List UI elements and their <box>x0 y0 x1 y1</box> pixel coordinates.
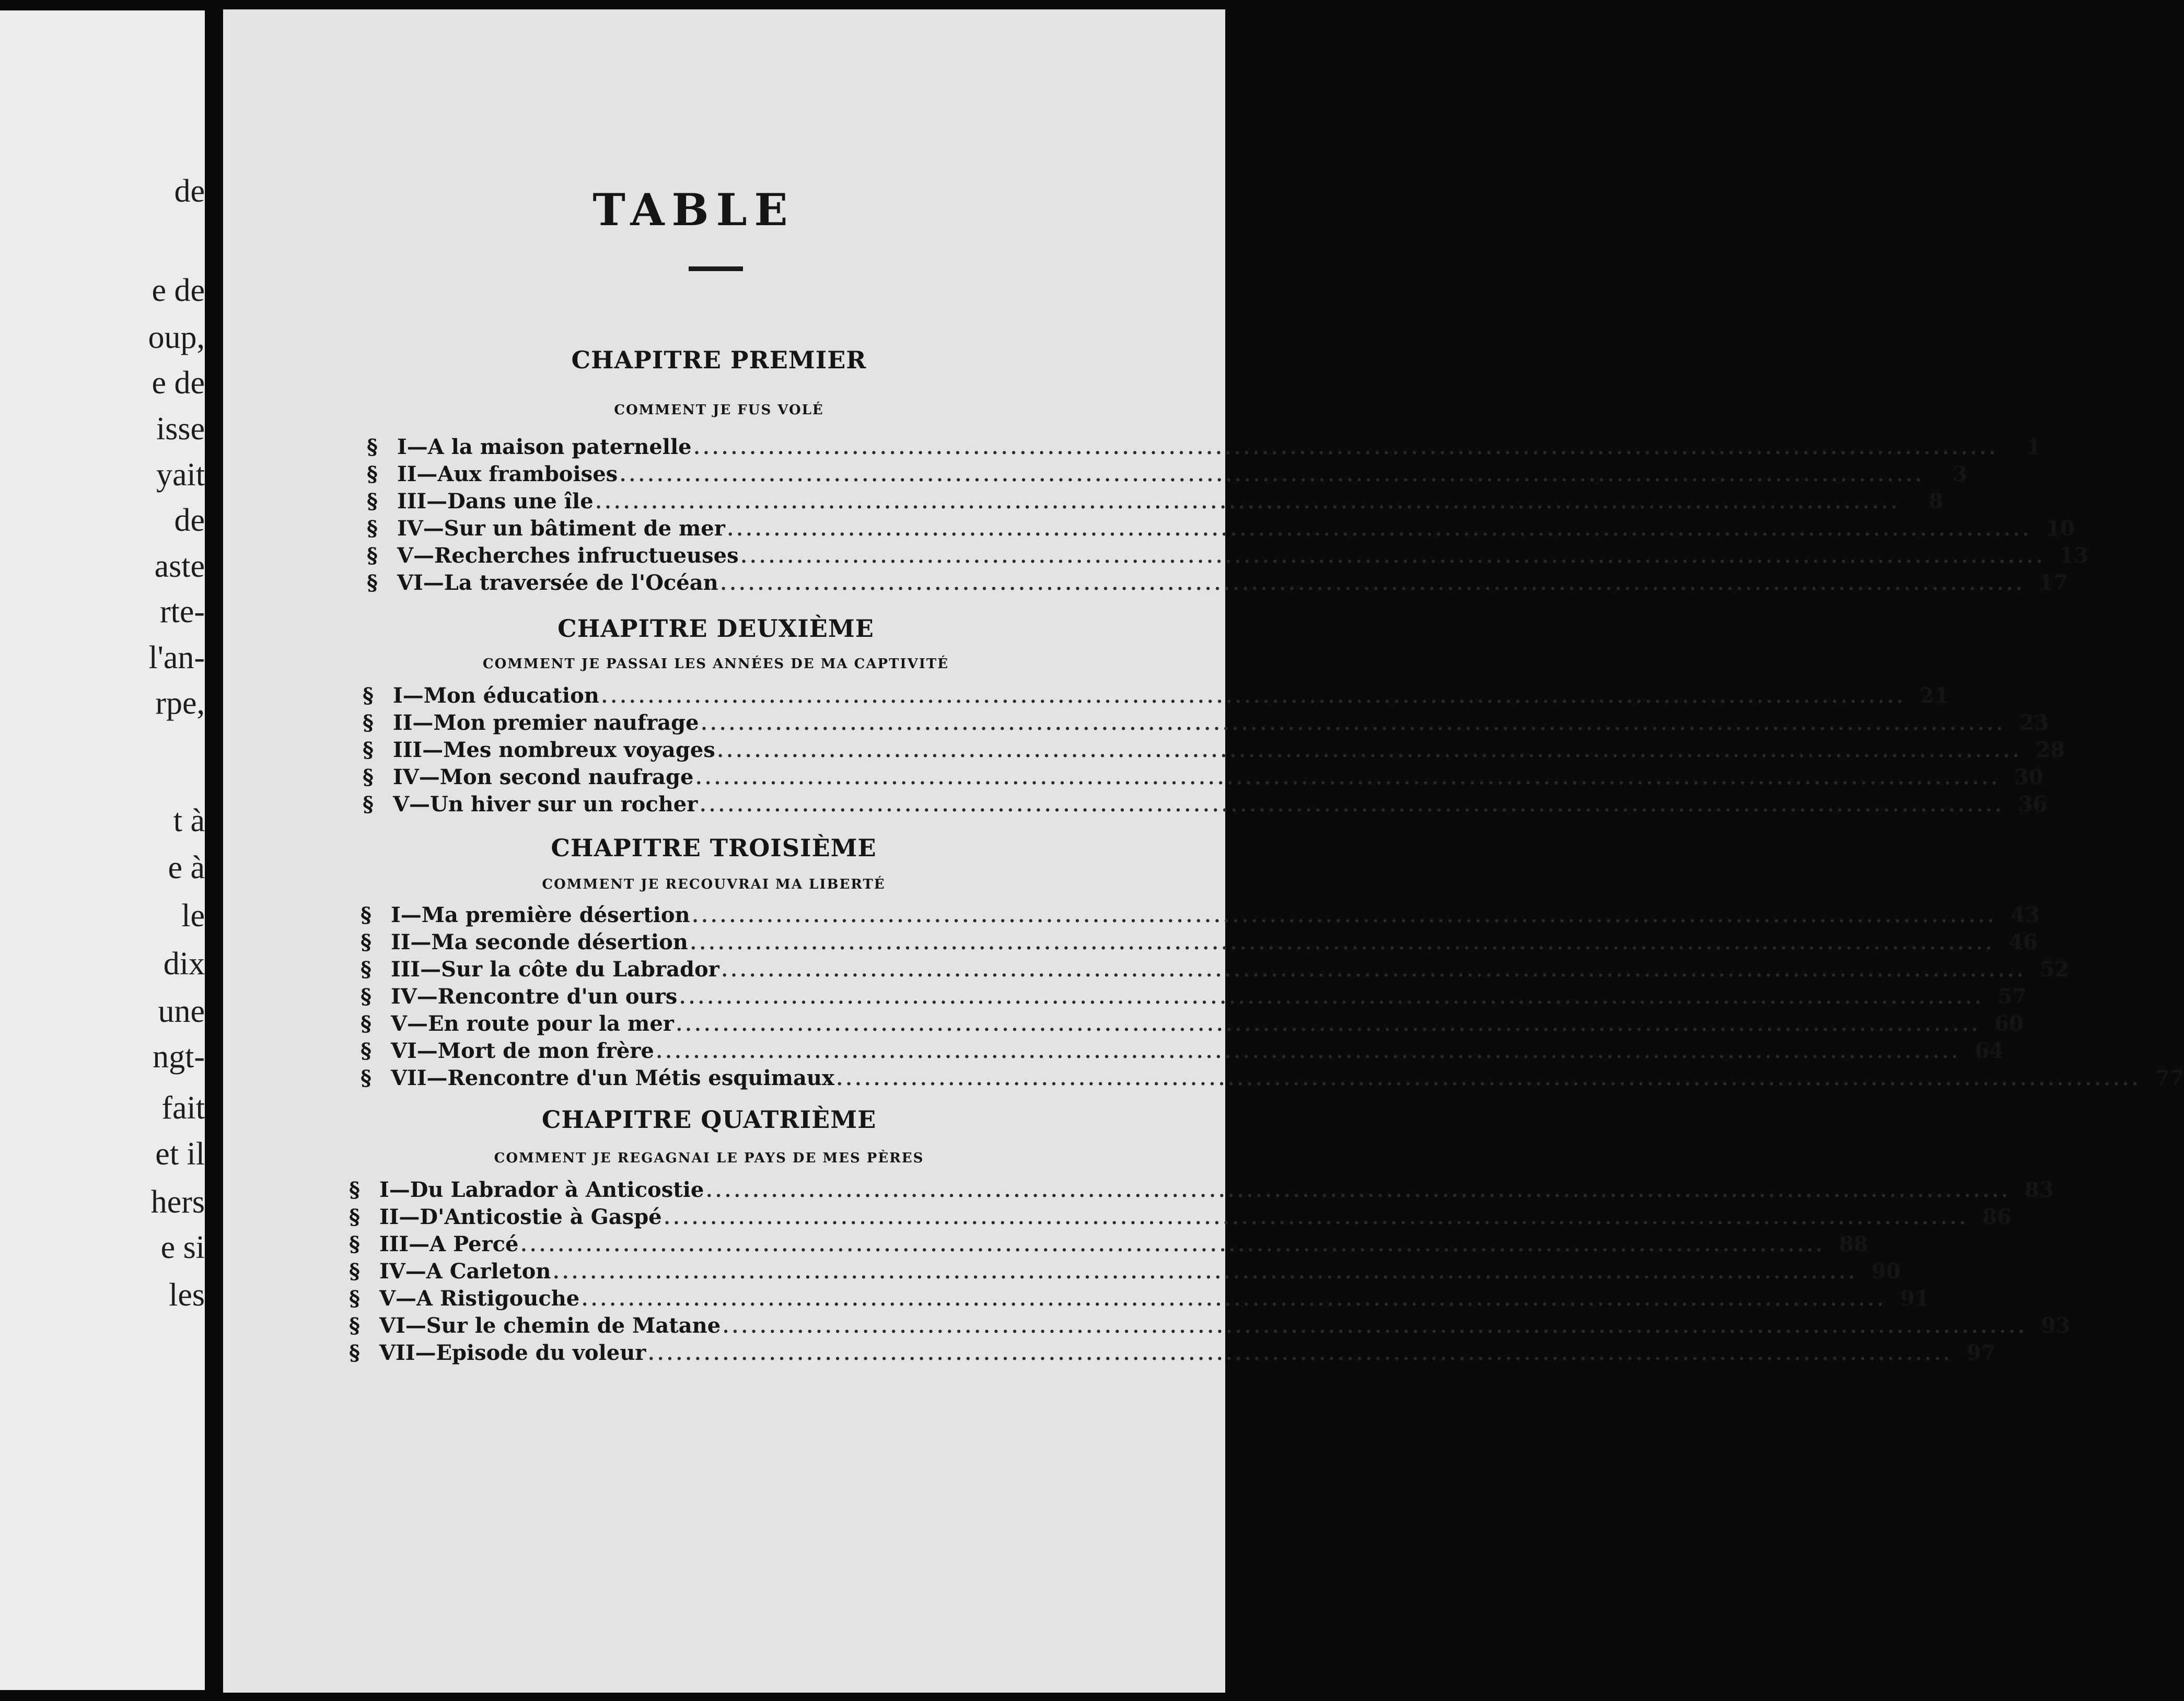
section-sign: § <box>363 738 374 762</box>
dot-leader: ............................................................................................................................................ <box>601 686 1907 707</box>
entry-label: VI—La traversée de l'Océan <box>397 570 718 595</box>
section-sign: § <box>349 1313 360 1338</box>
entry-page: 97 <box>1966 1341 1996 1365</box>
dot-leader: ............................................................................................................................................ <box>520 1235 1826 1256</box>
left-page-line: oup, <box>148 320 205 355</box>
entry-page: 3 <box>1953 462 1968 486</box>
entry-label: II—Mon premier naufrage <box>393 710 699 735</box>
section-sign: § <box>367 435 378 459</box>
section-sign: § <box>349 1286 360 1311</box>
section-sign: § <box>361 1066 371 1090</box>
entry-page: 43 <box>2011 903 2040 927</box>
dot-leader: ............................................................................................................................................ <box>717 741 2022 762</box>
left-page-line: e de <box>152 365 205 401</box>
section-sign: § <box>361 1039 371 1063</box>
left-page-line: l'an- <box>148 640 205 675</box>
entry-page: 93 <box>2041 1313 2071 1338</box>
toc-entry[interactable] <box>361 903 2040 931</box>
entry-label: II—Ma seconde désertion <box>391 930 688 954</box>
left-page-line: e à <box>168 850 205 886</box>
dot-leader: ............................................................................................................................................ <box>620 465 1925 486</box>
toc-entry[interactable] <box>361 957 2069 985</box>
left-page <box>0 10 205 1690</box>
dot-leader: ............................................................................................................................................ <box>692 906 1997 927</box>
section-sign: § <box>367 516 378 541</box>
entry-label: VI—Sur le chemin de Matane <box>379 1313 721 1338</box>
section-sign: § <box>361 930 371 954</box>
dot-leader: ............................................................................................................................................ <box>664 1208 1969 1229</box>
dot-leader: ............................................................................................................................................ <box>727 519 2032 540</box>
left-page-line: ngt- <box>153 1039 205 1075</box>
dot-leader: ............................................................................................................................................ <box>690 933 1995 954</box>
entry-label: II—Aux framboises <box>397 462 618 486</box>
entry-page: 8 <box>1928 489 1943 514</box>
dot-leader: ............................................................................................................................................ <box>700 795 2005 816</box>
left-page-line: isse <box>156 411 205 447</box>
toc-entry[interactable] <box>349 1232 1868 1260</box>
toc-entry[interactable] <box>361 1011 2024 1040</box>
toc-entry[interactable] <box>363 710 2049 739</box>
entry-label: V—En route pour la mer <box>391 1011 674 1036</box>
left-page-line: t à <box>173 803 205 838</box>
dot-leader: ............................................................................................................................................ <box>706 1181 2011 1202</box>
entry-page: 13 <box>2059 543 2088 568</box>
left-page-line: rte- <box>159 594 205 630</box>
toc-entry[interactable] <box>349 1341 1996 1369</box>
section-sign: § <box>349 1259 360 1284</box>
section-sign: § <box>367 570 378 595</box>
left-page-line: fait <box>161 1090 205 1126</box>
dot-leader: ............................................................................................................................................ <box>676 1015 1981 1035</box>
dot-leader: ............................................................................................................................................ <box>582 1289 1887 1310</box>
section-sign: § <box>349 1232 360 1256</box>
dot-leader: ............................................................................................................................................ <box>723 1316 2028 1337</box>
chapter-heading: CHAPITRE QUATRIÈME <box>541 1105 877 1134</box>
entry-label: IV—Mon second naufrage <box>393 765 694 789</box>
entry-page: 46 <box>2008 930 2038 954</box>
entry-page: 1 <box>2026 435 2041 459</box>
chapter-heading: CHAPITRE TROISIÈME <box>551 834 877 862</box>
toc-entry[interactable] <box>363 792 2048 820</box>
dot-leader: ............................................................................................................................................ <box>740 546 2046 567</box>
dot-leader: ............................................................................................................................................ <box>693 438 1999 459</box>
chapter-subtitle: COMMENT JE RECOUVRAI MA LIBERTÉ <box>542 877 886 892</box>
entry-label: I—Du Labrador à Anticostie <box>379 1178 704 1202</box>
entry-label: V—Recherches infructueuses <box>397 543 739 568</box>
toc-entry[interactable] <box>367 543 2088 572</box>
entry-label: III—Mes nombreux voyages <box>393 738 715 762</box>
left-page-line: e si <box>160 1230 205 1265</box>
entry-page: 36 <box>2018 792 2048 817</box>
entry-page: 91 <box>1900 1286 1930 1311</box>
entry-label: V—Un hiver sur un rocher <box>393 792 698 817</box>
entry-page: 10 <box>2046 516 2075 541</box>
toc-entry[interactable] <box>361 1039 2004 1067</box>
dot-leader: ............................................................................................................................................ <box>701 714 2006 735</box>
left-page-line: yait <box>156 457 205 493</box>
toc-entry[interactable] <box>367 462 1968 490</box>
entry-page: 28 <box>2036 738 2065 762</box>
toc-entry[interactable] <box>367 435 2041 463</box>
dot-leader: ............................................................................................................................................ <box>695 768 2001 789</box>
entry-page: 88 <box>1839 1232 1868 1256</box>
toc-entry[interactable] <box>349 1259 1901 1287</box>
chapter-subtitle: COMMENT JE PASSAI LES ANNÉES DE MA CAPTIVITÉ <box>482 656 949 672</box>
section-sign: § <box>363 710 374 735</box>
entry-label: I—A la maison paternelle <box>397 435 692 459</box>
entry-page: 23 <box>2019 710 2049 735</box>
left-page-line: les <box>169 1277 205 1313</box>
page-title: TABLE <box>593 184 795 236</box>
entry-label: III—Dans une île <box>397 489 594 514</box>
section-sign: § <box>361 957 371 982</box>
toc-entry[interactable] <box>361 1066 2184 1094</box>
section-sign: § <box>363 792 374 817</box>
section-sign: § <box>363 683 374 708</box>
chapter-heading: CHAPITRE PREMIER <box>571 346 867 374</box>
entry-label: V—A Ristigouche <box>379 1286 580 1311</box>
entry-label: IV—Rencontre d'un ours <box>391 984 678 1009</box>
section-sign: § <box>349 1341 360 1365</box>
entry-page: 60 <box>1994 1011 2024 1036</box>
left-page-line: de <box>174 173 205 209</box>
toc-entry[interactable] <box>363 683 1949 712</box>
chapter-subtitle: COMMENT JE FUS VOLÉ <box>614 402 824 418</box>
entry-label: IV—Sur un bâtiment de mer <box>397 516 725 541</box>
entry-page: 90 <box>1871 1259 1901 1284</box>
dot-leader: ............................................................................................................................................ <box>720 574 2025 595</box>
left-page-line: de <box>174 503 205 538</box>
left-page-line: e de <box>152 273 205 308</box>
left-page-line: rpe, <box>155 685 205 721</box>
toc-entry[interactable] <box>349 1286 1930 1314</box>
section-sign: § <box>367 543 378 568</box>
toc-entry[interactable] <box>349 1313 2071 1342</box>
toc-entry[interactable] <box>363 765 2043 793</box>
toc-entry[interactable] <box>361 930 2038 958</box>
entry-label: VII—Episode du voleur <box>379 1341 646 1365</box>
entry-page: 86 <box>1982 1205 2012 1229</box>
entry-page: 21 <box>1920 683 1949 708</box>
chapter-heading: CHAPITRE DEUXIÈME <box>557 614 874 643</box>
dot-leader: ............................................................................................................................................ <box>648 1344 1953 1365</box>
section-sign: § <box>349 1205 360 1229</box>
entry-label: I—Mon éducation <box>393 683 599 708</box>
dot-leader: ............................................................................................................................................ <box>679 987 1984 1008</box>
entry-page: 30 <box>2014 765 2043 789</box>
left-page-line: hers <box>150 1184 205 1220</box>
entry-label: IV—A Carleton <box>379 1259 551 1284</box>
entry-page: 77 <box>2155 1066 2184 1090</box>
chapter-subtitle: COMMENT JE REGAGNAI LE PAYS DE MES PÈRES <box>494 1150 924 1166</box>
left-page-line: et il <box>155 1136 205 1172</box>
left-page-line: le <box>181 898 205 934</box>
toc-entry[interactable] <box>367 570 2068 599</box>
entry-page: 17 <box>2039 570 2068 595</box>
dot-leader: ............................................................................................................................................ <box>553 1262 1858 1283</box>
entry-label: II—D'Anticostie à Gaspé <box>379 1205 662 1229</box>
section-sign: § <box>361 984 371 1009</box>
section-sign: § <box>361 1011 371 1036</box>
section-sign: § <box>363 765 374 789</box>
entry-label: VII—Rencontre d'un Métis esquimaux <box>391 1066 834 1090</box>
entry-label: III—A Percé <box>379 1232 519 1256</box>
entry-label: III—Sur la côte du Labrador <box>391 957 719 982</box>
entry-page: 64 <box>1974 1039 2004 1063</box>
toc-entry[interactable] <box>367 516 2075 544</box>
left-page-line: une <box>158 994 205 1029</box>
left-page-line: dix <box>163 946 205 982</box>
toc-entry[interactable] <box>367 489 1943 517</box>
toc-entry[interactable] <box>361 984 2027 1012</box>
section-sign: § <box>367 462 378 486</box>
section-sign: § <box>367 489 378 514</box>
section-sign: § <box>361 903 371 927</box>
toc-entry[interactable] <box>349 1205 2012 1233</box>
dot-leader: ............................................................................................................................................ <box>836 1069 2141 1090</box>
title-rule <box>689 266 743 271</box>
dot-leader: ............................................................................................................................................ <box>656 1042 1961 1063</box>
entry-label: VI—Mort de mon frère <box>391 1039 654 1063</box>
entry-page: 52 <box>2040 957 2069 982</box>
left-page-line: aste <box>154 549 205 584</box>
dot-leader: ............................................................................................................................................ <box>721 960 2026 981</box>
dot-leader: ............................................................................................................................................ <box>595 492 1900 513</box>
toc-entry[interactable] <box>349 1178 2054 1206</box>
entry-page: 83 <box>2024 1178 2054 1202</box>
toc-entry[interactable] <box>363 738 2065 766</box>
entry-page: 57 <box>1997 984 2027 1009</box>
section-sign: § <box>349 1178 360 1202</box>
entry-label: I—Ma première désertion <box>391 903 690 927</box>
